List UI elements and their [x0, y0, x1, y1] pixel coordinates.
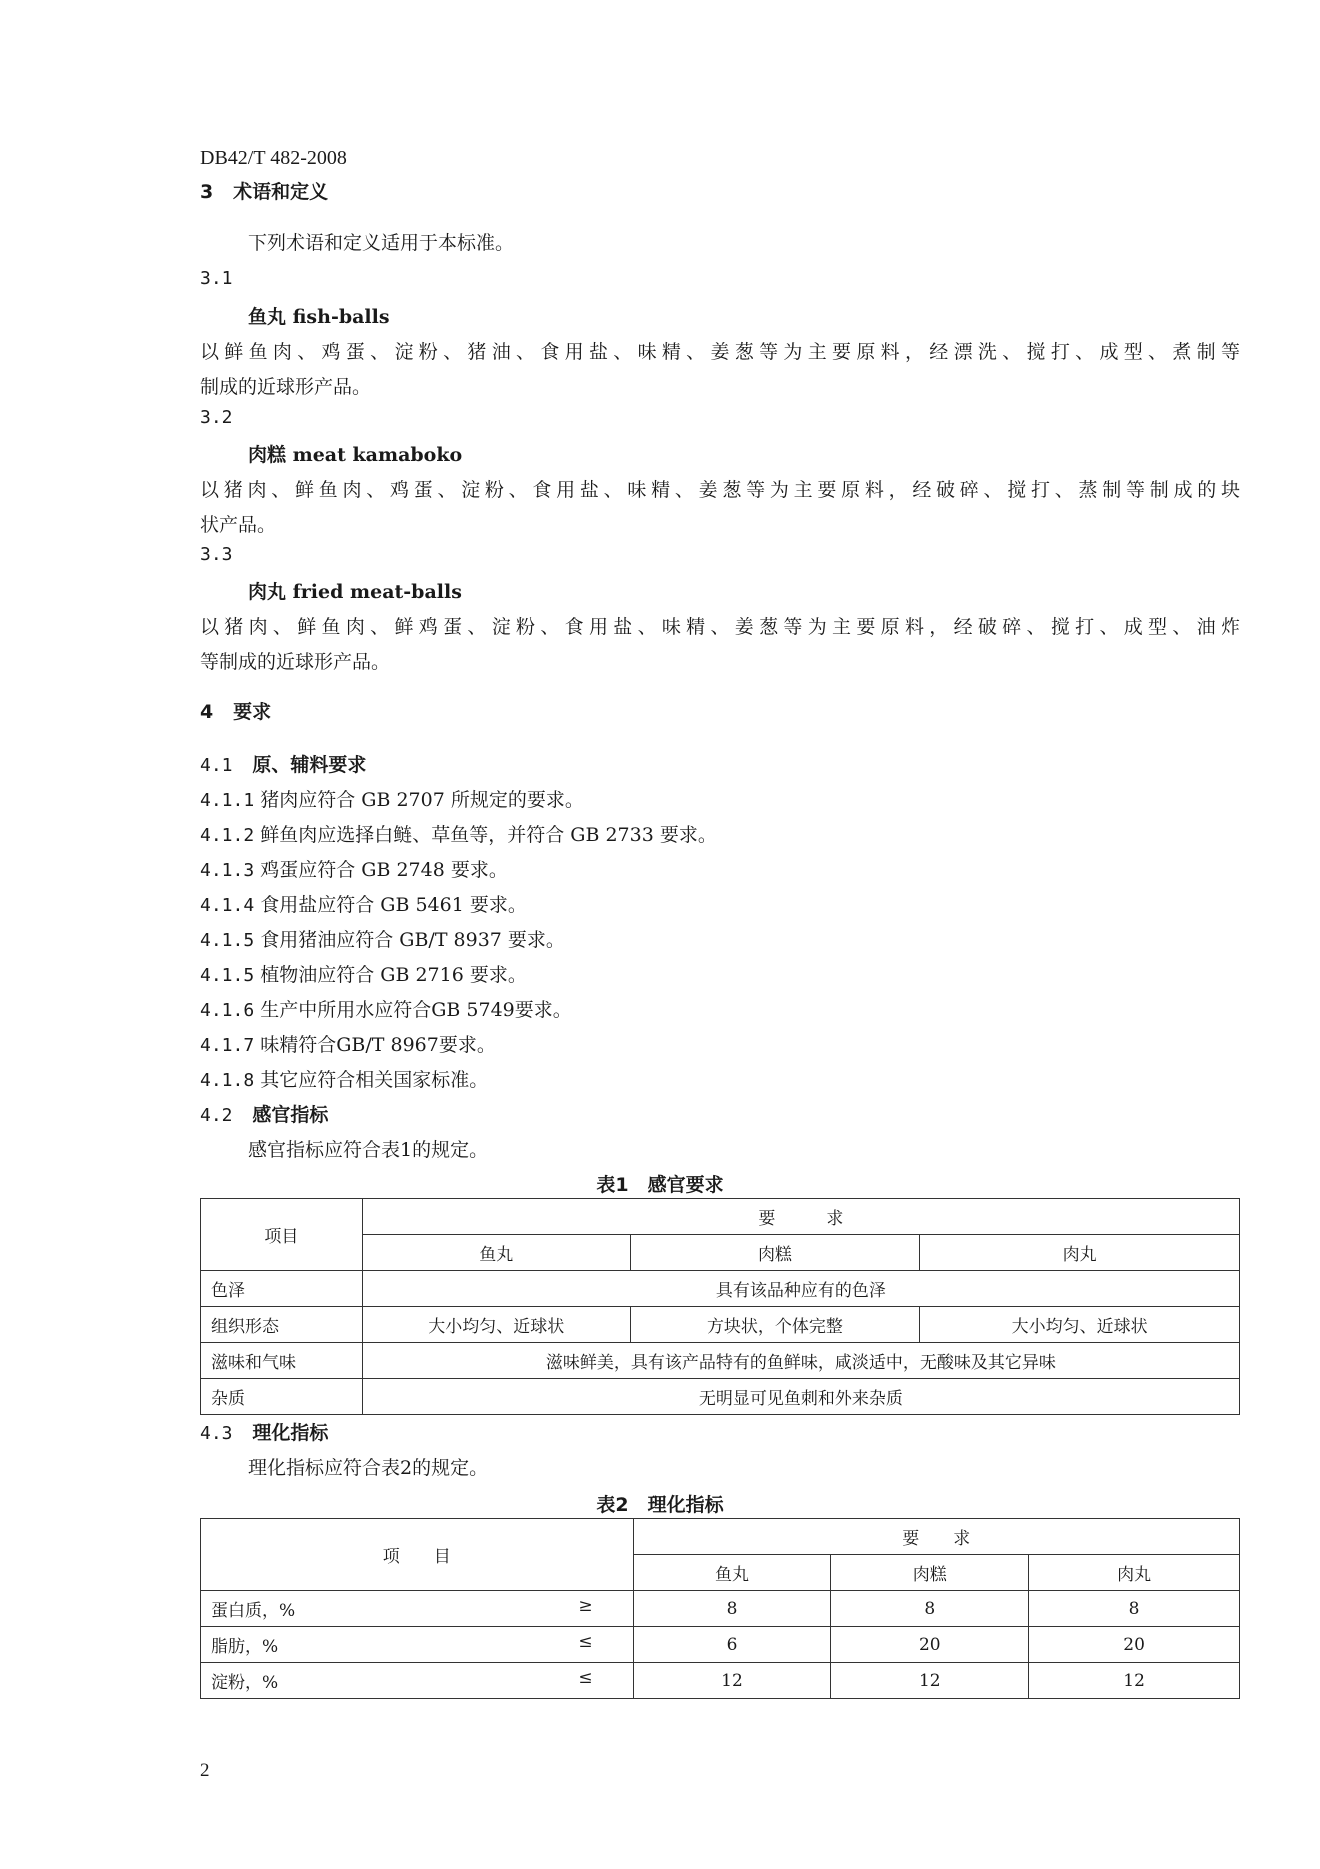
term-title: 肉丸 fried meat-balls: [248, 581, 462, 603]
table2-cell: 20: [1029, 1627, 1240, 1663]
table1-cell: 方块状，个体完整: [630, 1307, 920, 1343]
item-number: 4.1.8: [200, 1070, 255, 1091]
item-text: 鸡蛋应符合 GB 2748 要求。: [260, 859, 508, 881]
requirement-item: [200, 925, 565, 952]
subsection-number: 4.3: [200, 1423, 233, 1444]
comparison-sign: ≤: [578, 1668, 593, 1688]
section-3-heading: [200, 177, 328, 204]
table1-row-name: 组织形态: [201, 1307, 363, 1343]
requirement-item: [200, 785, 584, 812]
table1-merged-cell: 具有该品种应有的色泽: [362, 1271, 1239, 1307]
section-title: 要求: [233, 701, 272, 723]
table1-col-header: 鱼丸: [362, 1235, 630, 1271]
item-text: 味精符合GB/T 8967要求。: [260, 1034, 496, 1056]
item-text: 鲜鱼肉应选择白鲢、草鱼等，并符合 GB 2733 要求。: [260, 824, 717, 846]
subsection-title: 理化指标: [252, 1422, 329, 1444]
term-title: 肉糕 meat kamaboko: [248, 444, 463, 466]
subsection-title: 感官指标: [252, 1104, 329, 1126]
table1-header-req: 要 求: [362, 1199, 1239, 1235]
table2-row-name: [201, 1627, 634, 1663]
item-text: 其它应符合相关国家标准。: [260, 1069, 489, 1091]
clause-number: 3.1: [200, 268, 233, 289]
table2-col-header: 鱼丸: [633, 1555, 831, 1591]
item-number: 4.1.5: [200, 965, 255, 986]
table2-row-name: [201, 1663, 634, 1699]
item-text: 生产中所用水应符合GB 5749要求。: [260, 999, 572, 1021]
term-definition: 以鲜鱼肉、鸡蛋、淀粉、猪油、食用盐、味精、姜葱等为主要原料，经漂洗、搅打、成型、煮制等: [200, 341, 1240, 363]
subsection-4-2-intro: 感官指标应符合表1的规定。: [248, 1139, 489, 1161]
term-definition: 以猪肉、鲜鱼肉、鲜鸡蛋、淀粉、食用盐、味精、姜葱等为主要原料，经破碎、搅打、成型、油炸: [200, 616, 1240, 638]
requirement-item: [200, 820, 717, 847]
subsection-number: 4.2: [200, 1105, 233, 1126]
item-text: 植物油应符合 GB 2716 要求。: [260, 964, 527, 986]
comparison-sign: ≤: [578, 1632, 593, 1652]
item-number: 4.1.5: [200, 930, 255, 951]
table1-col-header: 肉糕: [630, 1235, 920, 1271]
section-3-intro: 下列术语和定义适用于本标准。: [248, 232, 515, 254]
requirement-item: [200, 1030, 496, 1057]
section-title: 术语和定义: [233, 181, 329, 203]
table1-row-name: 滋味和气味: [201, 1343, 363, 1379]
section-4-heading: [200, 697, 271, 724]
table2-caption: 表2 理化指标: [596, 1494, 724, 1516]
table2-cell: 12: [633, 1663, 831, 1699]
section-number: 3: [200, 181, 214, 203]
requirement-item: [200, 890, 527, 917]
clause-number: 3.2: [200, 407, 233, 428]
term-definition: 以猪肉、鲜鱼肉、鸡蛋、淀粉、食用盐、味精、姜葱等为主要原料，经破碎、搅打、蒸制等制成的块: [200, 479, 1240, 501]
table2-row-name: [201, 1591, 634, 1627]
requirement-item: [200, 995, 572, 1022]
table2-cell: 8: [831, 1591, 1029, 1627]
requirement-item: [200, 960, 527, 987]
table1-caption: 表1 感官要求: [596, 1174, 724, 1196]
item-number: 4.1.7: [200, 1035, 255, 1056]
item-text: 食用猪油应符合 GB/T 8937 要求。: [260, 929, 565, 951]
comparison-sign: ≥: [578, 1596, 593, 1616]
item-number: 4.1.6: [200, 1000, 255, 1021]
table2-cell: 20: [831, 1627, 1029, 1663]
table2-cell: 6: [633, 1627, 831, 1663]
item-number: 4.1.2: [200, 825, 255, 846]
subsection-number: 4.1: [200, 755, 233, 776]
table2-cell: 8: [1029, 1591, 1240, 1627]
table1-sensory: [200, 1198, 1240, 1415]
table1-row-name: 杂质: [201, 1379, 363, 1415]
subsection-title: 原、辅料要求: [252, 754, 367, 776]
table2-cell: 12: [1029, 1663, 1240, 1699]
table1-row-name: 色泽: [201, 1271, 363, 1307]
clause-number: 3.3: [200, 544, 233, 565]
requirement-item: [200, 855, 508, 882]
subsection-4-3-heading: [200, 1418, 328, 1445]
subsection-4-3-intro: 理化指标应符合表2的规定。: [248, 1457, 489, 1479]
table1-cell: 大小均匀、近球状: [362, 1307, 630, 1343]
term-definition-cont: 等制成的近球形产品。: [200, 651, 391, 673]
item-number: 4.1.3: [200, 860, 255, 881]
table2-col-header: 肉糕: [831, 1555, 1029, 1591]
item-text: 猪肉应符合 GB 2707 所规定的要求。: [260, 789, 584, 811]
subsection-4-1-heading: [200, 750, 366, 777]
table1-col-header: 肉丸: [920, 1235, 1240, 1271]
row-label: 脂肪，%: [211, 1637, 279, 1657]
section-number: 4: [200, 701, 214, 723]
term-title: 鱼丸 fish-balls: [248, 306, 390, 328]
table1-merged-cell: 无明显可见鱼刺和外来杂质: [362, 1379, 1239, 1415]
term-definition-cont: 制成的近球形产品。: [200, 376, 372, 398]
table2-cell: 8: [633, 1591, 831, 1627]
table2-header-item: 项 目: [201, 1519, 634, 1591]
subsection-4-2-heading: [200, 1100, 328, 1127]
page-number: 2: [200, 1760, 210, 1781]
table1-header-item: 项目: [201, 1199, 363, 1271]
term-definition-cont: 状产品。: [200, 514, 277, 536]
requirement-item: [200, 1065, 488, 1092]
item-text: 食用盐应符合 GB 5461 要求。: [260, 894, 527, 916]
row-label: 蛋白质，%: [211, 1601, 296, 1621]
item-number: 4.1.1: [200, 790, 255, 811]
document-id: DB42/T 482-2008: [200, 147, 347, 169]
item-number: 4.1.4: [200, 895, 255, 916]
table1-cell: 大小均匀、近球状: [920, 1307, 1240, 1343]
table1-merged-cell: 滋味鲜美，具有该产品特有的鱼鲜味，咸淡适中，无酸味及其它异味: [362, 1343, 1239, 1379]
row-label: 淀粉，%: [211, 1673, 279, 1693]
table2-physicochemical: [200, 1518, 1240, 1699]
table2-col-header: 肉丸: [1029, 1555, 1240, 1591]
table2-header-req: 要 求: [633, 1519, 1239, 1555]
table2-cell: 12: [831, 1663, 1029, 1699]
